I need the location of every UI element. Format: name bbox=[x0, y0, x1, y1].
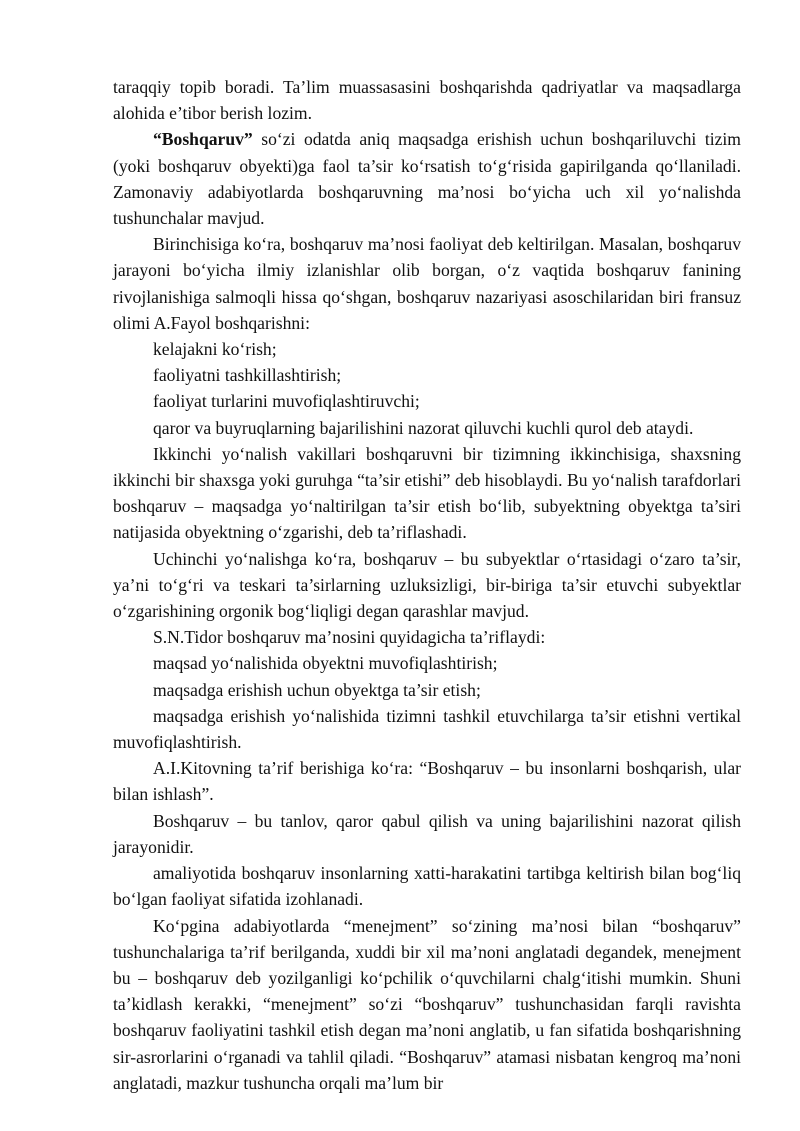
paragraph-second-direction: Ikkinchi yo‘nalish vakillari boshqaruvni bir tizimning ikkinchisiga, shaxsning ikkinchi bir shaxsga yoki guruhga “ta’sir etishi” deb hisoblaydi. Bu yo‘nalish tarafdorlari boshqaruv – maqsadga yo‘naltirilgan ta’sir etish bo‘lib, subyektning obyektga ta’siri natijasida obyektning o‘zgarishi, deb ta’riflashadi. bbox=[113, 443, 741, 543]
list-item-fayol-3: faoliyat turlarini muvofiqlashtiruvchi; bbox=[153, 391, 420, 412]
paragraph-management: Ko‘pgina adabiyotlarda “menejment” so‘zining ma’nosi bilan “boshqaruv” tushunchalariga ta’rif berilganda, xuddi bir xil ma’noni anglatadi degandek, menejment bu – boshqaruv deb yozilganligi ko‘pchilik o‘quvchilarni chalg‘itishi mumkin. Shuni ta’kidlash kerakki, “menejment” so‘zi “boshqaruv” tushunchasidan farqli ravishta boshqaruv faoliyatini tashkil etish degan ma’noni anglatib, u fan sifatida boshqarishning sir-asrorlarini o‘rganadi va tahlil qiladi. “Boshqaruv” atamasi nisbatan kengroq ma’noni anglatadi, mazkur tushuncha orqali ma’lum bir bbox=[113, 915, 741, 1093]
list-item-tidor-1: maqsad yo‘nalishida obyektni muvofiqlashtirish; bbox=[153, 653, 498, 674]
paragraph-1: taraqqiy topib boradi. Ta’lim muassasasini boshqarishda qadriyatlar va maqsadlarga alohida e’tibor berish lozim. bbox=[113, 77, 741, 124]
term-boshqaruv: “Boshqaruv” bbox=[153, 129, 253, 150]
list-item-fayol-2: faoliyatni tashkillashtirish; bbox=[153, 365, 342, 386]
list-item-fayol-4: qaror va buyruqlarning bajarilishini nazorat qiluvchi kuchli qurol deb ataydi. bbox=[153, 417, 694, 438]
paragraph-third-direction: Uchinchi yo‘nalishga ko‘ra, boshqaruv – bu subyektlar o‘rtasidagi o‘zaro ta’sir, ya’ni to‘g‘ri va teskari ta’sirlarning uzluksizligi, bir-biriga ta’sir etuvchi subyektlar o‘zgarishining orgonik bog‘liqligi degan qarashlar mavjud. bbox=[113, 548, 741, 622]
paragraph-3: Birinchisiga ko‘ra, boshqaruv ma’nosi faoliyat deb keltirilgan. Masalan, boshqaruv jarayoni bo‘yicha ilmiy izlanishlar olib borgan, o‘z vaqtida boshqaruv fanining rivojlanishiga salmoqli hissa qo‘shgan, boshqaruv nazariyasi asoschilaridan biri fransuz olimi A.Fayol boshqarishni: bbox=[113, 234, 741, 333]
paragraph-kitov: A.I.Kitovning ta’rif berishiga ko‘ra: “Boshqaruv – bu insonlarni boshqarish, ular bilan ishlash”. bbox=[113, 758, 741, 805]
document-page bbox=[113, 74, 741, 1096]
list-item-tidor-2: maqsadga erishish uchun obyektga ta’sir etish; bbox=[153, 679, 481, 700]
paragraph-2 bbox=[113, 126, 741, 231]
paragraph-practice: amaliyotida boshqaruv insonlarning xatti-harakatini tartibga keltirish bilan bog‘liq bo‘lgan faoliyat sifatida izohlanadi. bbox=[113, 863, 741, 910]
paragraph-2-text: so‘zi odatda aniq maqsadga erishish uchun boshqariluvchi tizim (yoki boshqaruv obyekti)ga faol ta’sir ko‘rsatish to‘g‘risida gapirilganda qo‘llaniladi. Zamonaviy adabiyotlarda boshqaruvning ma’nosi bo‘yicha uch xil yo‘nalishda tushunchalar mavjud. bbox=[113, 129, 741, 229]
list-item-tidor-3: maqsadga erishish yo‘nalishida tizimni tashkil etuvchilarga ta’sir etishni vertikal muvofiqlashtirish. bbox=[113, 705, 741, 753]
paragraph-definition: Boshqaruv – bu tanlov, qaror qabul qilish va uning bajarilishini nazorat qilish jarayonidir. bbox=[113, 810, 741, 857]
list-item-fayol-1: kelajakni ko‘rish; bbox=[153, 339, 277, 360]
paragraph-tidor: S.N.Tidor boshqaruv ma’nosini quyidagicha ta’riflaydi: bbox=[153, 627, 546, 648]
